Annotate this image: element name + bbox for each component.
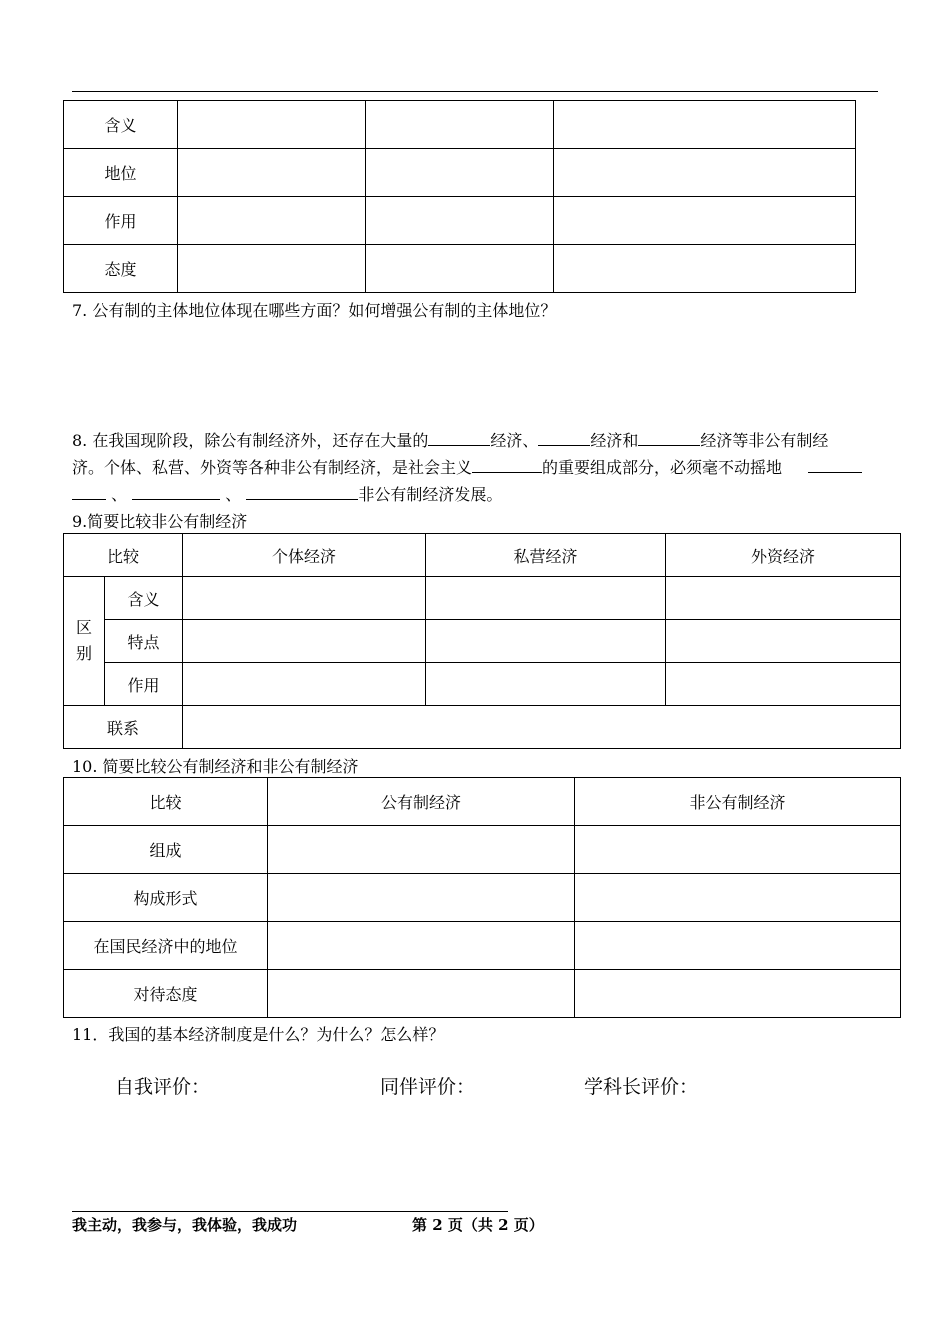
answer-cell[interactable] <box>183 706 901 749</box>
row-label-meaning: 含义 <box>64 101 178 149</box>
question-10-title: 10. 简要比较公有制经济和非公有制经济 <box>72 757 359 776</box>
footer-slogan: 我主动，我参与，我体验，我成功 <box>72 1216 298 1234</box>
header-non-public-economy: 非公有制经济 <box>575 778 901 826</box>
q8-text-4: 经济等非公有制经 <box>700 431 829 450</box>
q8-separator: 、 <box>225 485 242 504</box>
row-label-status: 地位 <box>64 149 178 197</box>
question-11: 11．我国的基本经济制度是什么？为什么？怎么样？ <box>72 1025 445 1044</box>
table-row <box>64 706 901 749</box>
group-label-char: 别 <box>75 644 92 663</box>
table-header-row <box>64 778 901 826</box>
peer-evaluation-label: 同伴评价： <box>380 1076 476 1098</box>
question-7: 7. 公有制的主体地位体现在哪些方面？如何增强公有制的主体地位？ <box>72 301 557 320</box>
answer-cell[interactable] <box>268 922 575 970</box>
table-row <box>64 149 856 197</box>
question-8 <box>72 427 892 508</box>
answer-cell[interactable] <box>666 663 901 706</box>
footer-rule <box>72 1211 508 1212</box>
answer-cell[interactable] <box>554 149 856 197</box>
q8-text-7: 非公有制经济发展。 <box>358 485 503 504</box>
header-private-economy: 私营经济 <box>426 534 666 577</box>
row-label-function: 作用 <box>105 663 183 706</box>
fill-blank[interactable] <box>538 429 590 446</box>
table-row <box>64 577 901 620</box>
q8-text-3: 经济和 <box>590 431 639 450</box>
answer-cell[interactable] <box>426 620 666 663</box>
table-row <box>64 970 901 1018</box>
q8-text-6: 的重要组成部分，必须毫不动摇地 <box>542 458 783 477</box>
answer-cell[interactable] <box>554 245 856 293</box>
row-label-attitude: 对待态度 <box>64 970 268 1018</box>
q8-text-1: 8. 在我国现阶段，除公有制经济外，还存在大量的 <box>72 431 429 450</box>
header-compare: 比较 <box>64 534 183 577</box>
answer-cell[interactable] <box>183 577 426 620</box>
leader-evaluation-label: 学科长评价： <box>584 1076 699 1098</box>
answer-cell[interactable] <box>178 149 366 197</box>
comparison-table-q6 <box>63 100 856 293</box>
row-label-features: 特点 <box>105 620 183 663</box>
answer-cell[interactable] <box>554 197 856 245</box>
fill-blank[interactable] <box>638 429 700 446</box>
answer-cell[interactable] <box>666 577 901 620</box>
answer-cell[interactable] <box>183 663 426 706</box>
table-row <box>64 620 901 663</box>
table-header-row <box>64 534 901 577</box>
table-row <box>64 922 901 970</box>
self-evaluation-label: 自我评价： <box>115 1076 211 1098</box>
row-label-connection: 联系 <box>64 706 183 749</box>
answer-cell[interactable] <box>575 922 901 970</box>
q8-separator: 、 <box>111 485 128 504</box>
group-label-difference <box>64 577 105 706</box>
fill-blank[interactable] <box>246 483 358 500</box>
comparison-table-q9 <box>63 533 901 749</box>
question-9-title: 9.简要比较非公有制经济 <box>72 512 248 531</box>
header-individual-economy: 个体经济 <box>183 534 426 577</box>
answer-cell[interactable] <box>554 101 856 149</box>
group-label-char: 区 <box>75 618 92 637</box>
answer-cell[interactable] <box>183 620 426 663</box>
table-row <box>64 826 901 874</box>
row-label-status: 在国民经济中的地位 <box>64 922 268 970</box>
fill-blank[interactable] <box>428 429 490 446</box>
answer-cell[interactable] <box>268 970 575 1018</box>
fill-blank[interactable] <box>808 456 862 473</box>
q8-text-2: 经济、 <box>490 431 539 450</box>
page-number: 第 2 页（共 2 页） <box>412 1216 544 1234</box>
row-label-function: 作用 <box>64 197 178 245</box>
row-label-attitude: 态度 <box>64 245 178 293</box>
answer-cell[interactable] <box>366 245 554 293</box>
answer-cell[interactable] <box>575 970 901 1018</box>
header-compare: 比较 <box>64 778 268 826</box>
header-public-economy: 公有制经济 <box>268 778 575 826</box>
fill-blank[interactable] <box>72 483 106 500</box>
answer-cell[interactable] <box>366 101 554 149</box>
q8-text-5: 济。个体、私营、外资等各种非公有制经济，是社会主义 <box>72 458 473 477</box>
answer-cell[interactable] <box>366 149 554 197</box>
answer-cell[interactable] <box>366 197 554 245</box>
header-foreign-economy: 外资经济 <box>666 534 901 577</box>
table-row <box>64 245 856 293</box>
answer-cell[interactable] <box>178 101 366 149</box>
answer-cell[interactable] <box>178 197 366 245</box>
table-row <box>64 197 856 245</box>
row-label-meaning: 含义 <box>105 577 183 620</box>
comparison-table-q10 <box>63 777 901 1018</box>
row-label-form: 构成形式 <box>64 874 268 922</box>
answer-cell[interactable] <box>268 874 575 922</box>
answer-cell[interactable] <box>575 826 901 874</box>
answer-cell[interactable] <box>268 826 575 874</box>
row-label-composition: 组成 <box>64 826 268 874</box>
fill-blank[interactable] <box>132 483 220 500</box>
table-row <box>64 874 901 922</box>
answer-cell[interactable] <box>426 663 666 706</box>
header-rule <box>72 91 878 92</box>
answer-cell[interactable] <box>178 245 366 293</box>
answer-cell[interactable] <box>426 577 666 620</box>
table-row <box>64 663 901 706</box>
fill-blank[interactable] <box>472 456 542 473</box>
answer-cell[interactable] <box>666 620 901 663</box>
table-row <box>64 101 856 149</box>
answer-cell[interactable] <box>575 874 901 922</box>
